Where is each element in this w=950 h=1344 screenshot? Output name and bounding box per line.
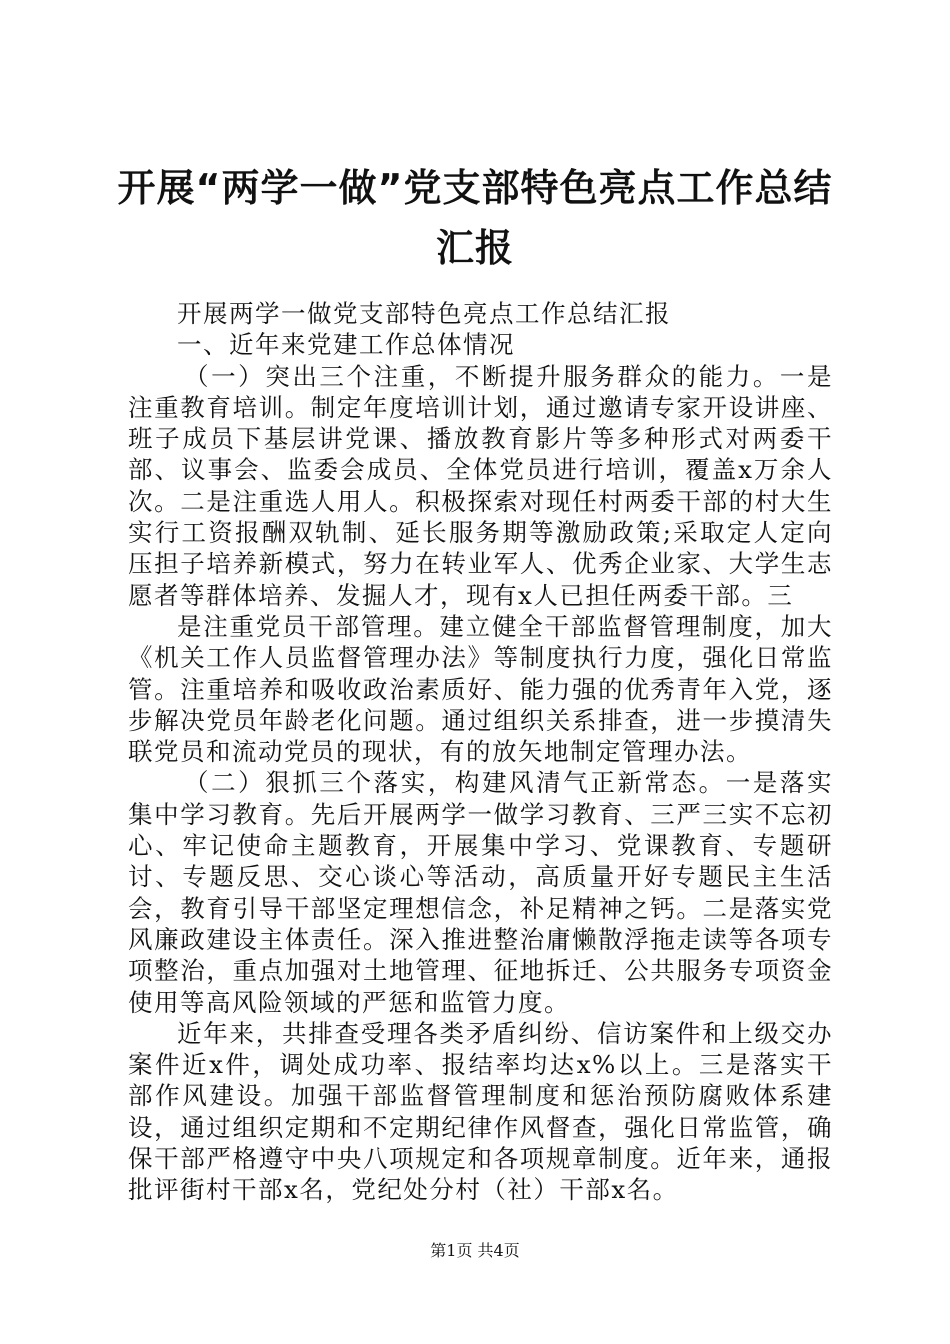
paragraph-section-heading: 一、近年来党建工作总体情况 (177, 330, 515, 360)
paragraph-subtitle: 开展两学一做党支部特色亮点工作总结汇报 (177, 299, 671, 328)
page-number-footer: 第1页 共4页 (430, 1241, 520, 1260)
paragraph: （一）突出三个注重，不断提升服务群众的能力。一是注重教育培训。制定年度培训计划，通过邀请专家开设讲座、班子成员下基层讲党课、播放教育影片等多种形式对两委干部、议事会、监委会成员、全体党员进行培训，覆盖x万余人次。二是注重选人用人。积极探索对现任村两委干部的村大生实行工资报酬双轨制、延长服务期等激励政策;采取定人定向压担子培养新模式，努力在转业军人、优秀企业家、大学生志愿者等群体培养、发掘人才，现有x人已担任两委干部。三 (128, 361, 833, 610)
paragraph: 近年来，共排查受理各类矛盾纠纷、信访案件和上级交办案件近x件，调处成功率、报结率均达x%以上。三是落实干部作风建设。加强干部监督管理制度和惩治预防腐败体系建设，通过组织定期和不定期纪律作风督查，强化日常监管，确保干部严格遵守中央八项规定和各项规章制度。近年来，通报批评街村干部x名，党纪处分村（社）干部x名。 (128, 1018, 833, 1205)
document-title: 开展“两学一做”党支部特色亮点工作总结汇报 (117, 166, 833, 270)
document-body (128, 298, 833, 1206)
paragraph: （二）狠抓三个落实，构建风清气正新常态。一是落实集中学习教育。先后开展两学一做学习教育、三严三实不忘初心、牢记使命主题教育，开展集中学习、党课教育、专题研讨、专题反思、交心谈心等活动，高质量开好专题民主生活会，教育引导干部坚定理想信念，补足精神之钙。二是落实党风廉政建设主体责任。深入推进整治庸懒散浮拖走读等各项专项整治，重点加强对土地管理、征地拆迁、公共服务专项资金使用等高风险领域的严惩和监管力度。 (128, 768, 833, 1017)
paragraph: 是注重党员干部管理。建立健全干部监督管理制度，加大《机关工作人员监督管理办法》等制度执行力度，强化日常监管。注重培养和吸收政治素质好、能力强的优秀青年入党，逐步解决党员年龄老化问题。通过组织关系排查，进一步摸清失联党员和流动党员的现状，有的放矢地制定管理办法。 (128, 611, 833, 767)
